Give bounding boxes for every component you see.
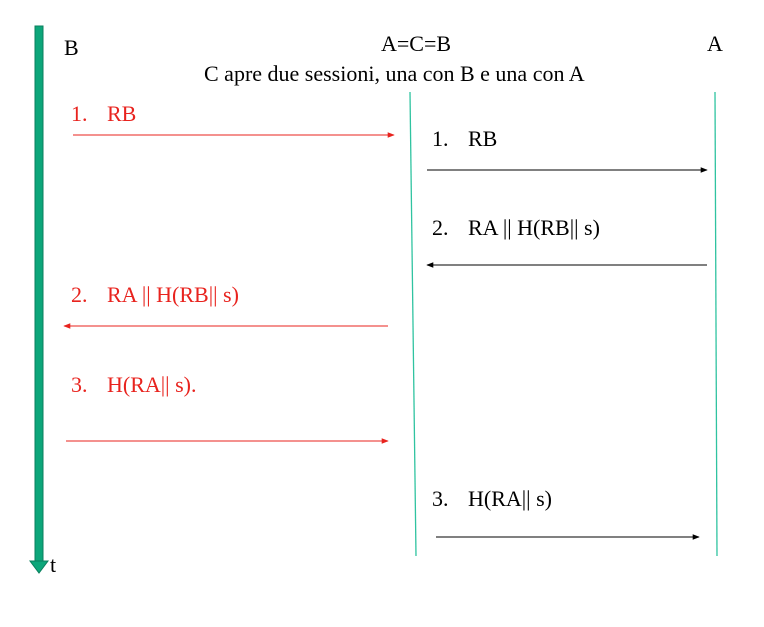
left-message-3-text: H(RA|| s).	[107, 372, 197, 397]
left-message-2	[71, 284, 239, 306]
lifeline-a	[715, 92, 717, 556]
right-message-1-text: RB	[468, 126, 498, 151]
right-message-3-number: 3.	[432, 486, 449, 511]
party-b-label: B	[64, 35, 79, 60]
left-message-1-number: 1.	[71, 101, 88, 126]
time-axis-arrowhead	[30, 561, 48, 573]
right-message-2	[432, 217, 600, 239]
left-message-2-text: RA || H(RB|| s)	[107, 282, 239, 307]
right-message-3	[432, 488, 552, 510]
left-message-2-number: 2.	[71, 282, 88, 307]
right-message-2-number: 2.	[432, 215, 449, 240]
time-axis-label: t	[50, 552, 57, 577]
left-message-1	[71, 103, 136, 125]
party-c-label: A=C=B	[381, 31, 452, 56]
right-message-2-text: RA || H(RB|| s)	[468, 215, 600, 240]
right-message-1	[432, 128, 497, 150]
right-message-1-number: 1.	[432, 126, 449, 151]
left-message-3-number: 3.	[71, 372, 88, 397]
right-message-3-text: H(RA|| s)	[468, 486, 552, 511]
left-message-3	[71, 374, 196, 396]
time-axis-bar	[35, 26, 43, 563]
lifeline-c	[410, 92, 416, 556]
diagram-subtitle: C apre due sessioni, una con B e una con A	[204, 61, 585, 86]
party-a-label: A	[707, 31, 723, 56]
left-message-1-text: RB	[107, 101, 137, 126]
